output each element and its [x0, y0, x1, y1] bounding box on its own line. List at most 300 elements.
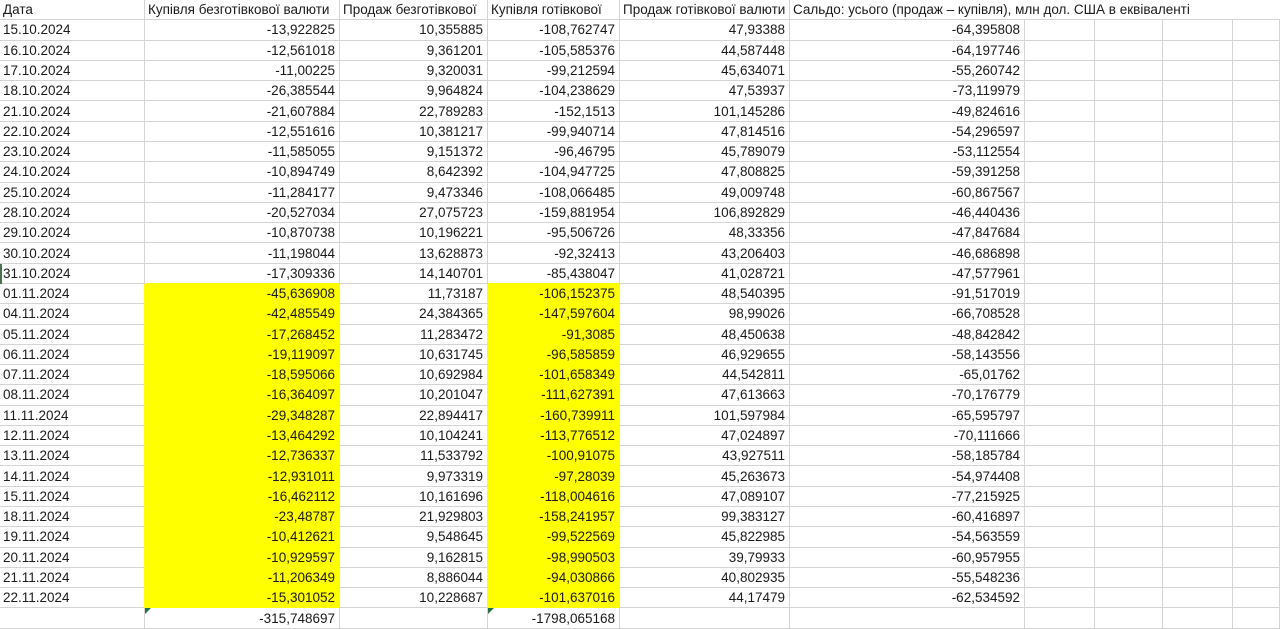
cell-buy-cash[interactable]: -108,762747: [488, 20, 620, 40]
cell-date[interactable]: 06.11.2024: [0, 345, 145, 365]
cell-sell-cash[interactable]: 47,808825: [620, 162, 790, 182]
cell-sell-cash[interactable]: 49,009748: [620, 183, 790, 203]
cell-empty[interactable]: [1163, 365, 1233, 385]
cell-sell-noncash[interactable]: 14,140701: [340, 264, 488, 284]
cell-empty[interactable]: [1163, 426, 1233, 446]
cell-sell-noncash[interactable]: 9,361201: [340, 41, 488, 61]
cell-buy-cash[interactable]: -85,438047: [488, 264, 620, 284]
cell-empty[interactable]: [1233, 162, 1280, 182]
cell-sell-cash[interactable]: 47,93388: [620, 20, 790, 40]
cell-empty[interactable]: [1095, 20, 1163, 40]
cell-empty[interactable]: [1163, 223, 1233, 243]
cell-buy-cash[interactable]: -108,066485: [488, 183, 620, 203]
cell-empty[interactable]: [1095, 61, 1163, 81]
cell-saldo[interactable]: -66,708528: [790, 304, 1025, 324]
cell-saldo[interactable]: -58,185784: [790, 446, 1025, 466]
cell-date[interactable]: 22.10.2024: [0, 122, 145, 142]
cell-empty[interactable]: [1025, 446, 1095, 466]
cell-sell-cash[interactable]: 45,263673: [620, 466, 790, 486]
cell-sell-cash[interactable]: 43,927511: [620, 446, 790, 466]
cell-empty[interactable]: [1233, 446, 1280, 466]
cell-empty[interactable]: [1233, 142, 1280, 162]
cell-buy-cash[interactable]: -95,506726: [488, 223, 620, 243]
cell-empty[interactable]: [1025, 243, 1095, 263]
cell-saldo[interactable]: -54,296597: [790, 122, 1025, 142]
cell-empty[interactable]: [1163, 588, 1233, 608]
cell-date[interactable]: 17.10.2024: [0, 61, 145, 81]
cell-sell-noncash[interactable]: 9,151372: [340, 142, 488, 162]
cell-sell-cash[interactable]: 99,383127: [620, 507, 790, 527]
cell-sell-noncash[interactable]: 9,162815: [340, 548, 488, 568]
cell-empty[interactable]: [0, 608, 145, 628]
cell-empty[interactable]: [1163, 162, 1233, 182]
cell-sell-cash[interactable]: 47,814516: [620, 122, 790, 142]
cell-empty[interactable]: [1025, 608, 1095, 628]
cell-empty[interactable]: [1163, 142, 1233, 162]
cell-empty[interactable]: [1025, 325, 1095, 345]
cell-empty[interactable]: [1163, 304, 1233, 324]
cell-date[interactable]: 07.11.2024: [0, 365, 145, 385]
cell-saldo[interactable]: -55,260742: [790, 61, 1025, 81]
cell-date[interactable]: 15.10.2024: [0, 20, 145, 40]
cell-empty[interactable]: [1025, 223, 1095, 243]
cell-sell-noncash[interactable]: 9,973319: [340, 466, 488, 486]
cell-empty[interactable]: [1163, 527, 1233, 547]
cell-empty[interactable]: [1095, 588, 1163, 608]
cell-sell-noncash[interactable]: 9,473346: [340, 183, 488, 203]
cell-buy-noncash[interactable]: -12,736337: [145, 446, 340, 466]
cell-buy-cash[interactable]: -92,32413: [488, 243, 620, 263]
cell-sell-noncash[interactable]: 10,631745: [340, 345, 488, 365]
cell-date[interactable]: 15.11.2024: [0, 487, 145, 507]
cell-date[interactable]: 08.11.2024: [0, 385, 145, 405]
cell-sell-noncash[interactable]: 8,642392: [340, 162, 488, 182]
cell-empty[interactable]: [1163, 548, 1233, 568]
cell-empty[interactable]: [1095, 548, 1163, 568]
cell-sell-cash[interactable]: 39,79933: [620, 548, 790, 568]
cell-saldo[interactable]: -60,867567: [790, 183, 1025, 203]
cell-buy-cash[interactable]: -160,739911: [488, 406, 620, 426]
cell-sell-noncash[interactable]: 21,929803: [340, 507, 488, 527]
cell-saldo[interactable]: -60,416897: [790, 507, 1025, 527]
cell-sell-cash[interactable]: 45,789079: [620, 142, 790, 162]
cell-sell-cash[interactable]: 41,028721: [620, 264, 790, 284]
cell-buy-noncash[interactable]: -13,464292: [145, 426, 340, 446]
cell-buy-noncash[interactable]: -20,527034: [145, 203, 340, 223]
cell-saldo[interactable]: -73,119979: [790, 81, 1025, 101]
cell-empty[interactable]: [1163, 243, 1233, 263]
header-saldo[interactable]: Сальдо: усього (продаж – купівля), млн дол. США в еквіваленті: [790, 0, 1280, 20]
cell-buy-cash[interactable]: -96,585859: [488, 345, 620, 365]
cell-empty[interactable]: [1095, 487, 1163, 507]
cell-sell-noncash[interactable]: 10,161696: [340, 487, 488, 507]
cell-date[interactable]: 18.10.2024: [0, 81, 145, 101]
cell-buy-cash[interactable]: -99,522569: [488, 527, 620, 547]
cell-saldo[interactable]: -47,847684: [790, 223, 1025, 243]
cell-buy-cash[interactable]: -106,152375: [488, 284, 620, 304]
cell-empty[interactable]: [1233, 345, 1280, 365]
cell-empty[interactable]: [1025, 20, 1095, 40]
cell-empty[interactable]: [1095, 41, 1163, 61]
cell-empty[interactable]: [1163, 406, 1233, 426]
cell-sell-cash[interactable]: 47,024897: [620, 426, 790, 446]
cell-empty[interactable]: [1095, 385, 1163, 405]
cell-empty[interactable]: [1163, 284, 1233, 304]
cell-sell-noncash[interactable]: 10,381217: [340, 122, 488, 142]
cell-sell-cash[interactable]: 44,542811: [620, 365, 790, 385]
cell-empty[interactable]: [1025, 507, 1095, 527]
cell-empty[interactable]: [1025, 101, 1095, 121]
cell-buy-cash[interactable]: -99,212594: [488, 61, 620, 81]
cell-sell-cash[interactable]: 106,892829: [620, 203, 790, 223]
cell-empty[interactable]: [1025, 162, 1095, 182]
cell-buy-noncash[interactable]: -21,607884: [145, 101, 340, 121]
header-buy-noncash[interactable]: Купівля безготівкової валюти: [145, 0, 340, 20]
cell-empty[interactable]: [1233, 203, 1280, 223]
cell-buy-noncash[interactable]: -11,198044: [145, 243, 340, 263]
cell-saldo[interactable]: -77,215925: [790, 487, 1025, 507]
cell-sell-noncash[interactable]: 13,628873: [340, 243, 488, 263]
cell-empty[interactable]: [1163, 264, 1233, 284]
cell-buy-noncash[interactable]: -12,931011: [145, 466, 340, 486]
cell-empty[interactable]: [1025, 81, 1095, 101]
cell-empty[interactable]: [1163, 568, 1233, 588]
cell-empty[interactable]: [1163, 41, 1233, 61]
cell-empty[interactable]: [1233, 325, 1280, 345]
cell-date[interactable]: 28.10.2024: [0, 203, 145, 223]
cell-empty[interactable]: [1095, 284, 1163, 304]
cell-empty[interactable]: [1095, 223, 1163, 243]
cell-empty[interactable]: [1163, 466, 1233, 486]
cell-buy-cash[interactable]: -158,241957: [488, 507, 620, 527]
cell-saldo[interactable]: -62,534592: [790, 588, 1025, 608]
cell-date[interactable]: 25.10.2024: [0, 183, 145, 203]
cell-saldo[interactable]: -58,143556: [790, 345, 1025, 365]
cell-empty[interactable]: [1095, 325, 1163, 345]
cell-empty[interactable]: [1025, 304, 1095, 324]
cell-empty[interactable]: [1025, 527, 1095, 547]
cell-buy-cash[interactable]: -98,990503: [488, 548, 620, 568]
cell-empty[interactable]: [1233, 507, 1280, 527]
cell-date[interactable]: 18.11.2024: [0, 507, 145, 527]
cell-saldo[interactable]: -70,176779: [790, 385, 1025, 405]
cell-buy-noncash[interactable]: -10,929597: [145, 548, 340, 568]
cell-empty[interactable]: [1233, 568, 1280, 588]
cell-buy-cash[interactable]: -104,947725: [488, 162, 620, 182]
cell-empty[interactable]: [1163, 385, 1233, 405]
cell-empty[interactable]: [1095, 162, 1163, 182]
cell-date[interactable]: 24.10.2024: [0, 162, 145, 182]
cell-sell-noncash[interactable]: 10,228687: [340, 588, 488, 608]
cell-sell-cash[interactable]: 101,145286: [620, 101, 790, 121]
cell-buy-cash[interactable]: -118,004616: [488, 487, 620, 507]
cell-empty[interactable]: [1233, 20, 1280, 40]
cell-date[interactable]: 20.11.2024: [0, 548, 145, 568]
cell-empty[interactable]: [1233, 122, 1280, 142]
cell-sell-cash[interactable]: 48,540395: [620, 284, 790, 304]
cell-date[interactable]: 30.10.2024: [0, 243, 145, 263]
cell-buy-cash[interactable]: -152,1513: [488, 101, 620, 121]
cell-buy-cash[interactable]: -159,881954: [488, 203, 620, 223]
cell-buy-noncash[interactable]: -11,284177: [145, 183, 340, 203]
cell-date[interactable]: 04.11.2024: [0, 304, 145, 324]
cell-empty[interactable]: [1025, 426, 1095, 446]
cell-saldo[interactable]: -70,111666: [790, 426, 1025, 446]
cell-empty[interactable]: [1095, 101, 1163, 121]
cell-saldo[interactable]: -46,686898: [790, 243, 1025, 263]
cell-empty[interactable]: [1163, 446, 1233, 466]
cell-buy-cash[interactable]: -100,91075: [488, 446, 620, 466]
cell-empty[interactable]: [1025, 41, 1095, 61]
cell-buy-noncash[interactable]: -45,636908: [145, 284, 340, 304]
cell-empty[interactable]: [1025, 264, 1095, 284]
cell-buy-cash[interactable]: -96,46795: [488, 142, 620, 162]
cell-empty[interactable]: [1233, 588, 1280, 608]
cell-empty[interactable]: [1233, 487, 1280, 507]
cell-empty[interactable]: [1233, 183, 1280, 203]
cell-sell-noncash[interactable]: 8,886044: [340, 568, 488, 588]
cell-empty[interactable]: [1095, 527, 1163, 547]
cell-empty[interactable]: [1095, 304, 1163, 324]
cell-empty[interactable]: [1163, 507, 1233, 527]
cell-sell-noncash[interactable]: 9,548645: [340, 527, 488, 547]
cell-empty[interactable]: [1233, 304, 1280, 324]
cell-empty[interactable]: [1163, 203, 1233, 223]
cell-empty[interactable]: [1233, 385, 1280, 405]
cell-saldo[interactable]: -54,563559: [790, 527, 1025, 547]
header-date[interactable]: Дата: [0, 0, 145, 20]
cell-saldo[interactable]: -65,01762: [790, 365, 1025, 385]
cell-empty[interactable]: [1233, 243, 1280, 263]
cell-buy-noncash[interactable]: -17,309336: [145, 264, 340, 284]
cell-empty[interactable]: [1095, 426, 1163, 446]
cell-empty[interactable]: [1095, 243, 1163, 263]
cell-buy-cash[interactable]: -111,627391: [488, 385, 620, 405]
cell-empty[interactable]: [1095, 406, 1163, 426]
cell-empty[interactable]: [1095, 345, 1163, 365]
cell-sell-cash[interactable]: 44,17479: [620, 588, 790, 608]
cell-date[interactable]: 21.11.2024: [0, 568, 145, 588]
cell-sell-cash[interactable]: 48,450638: [620, 325, 790, 345]
cell-buy-noncash[interactable]: -11,00225: [145, 61, 340, 81]
cell-empty[interactable]: [1233, 365, 1280, 385]
cell-saldo[interactable]: -59,391258: [790, 162, 1025, 182]
cell-empty[interactable]: [1163, 101, 1233, 121]
cell-sell-noncash[interactable]: 11,533792: [340, 446, 488, 466]
cell-buy-noncash[interactable]: -17,268452: [145, 325, 340, 345]
cell-empty[interactable]: [1163, 61, 1233, 81]
cell-empty[interactable]: [1163, 81, 1233, 101]
cell-date[interactable]: 11.11.2024: [0, 406, 145, 426]
cell-empty[interactable]: [1025, 487, 1095, 507]
cell-empty[interactable]: [1233, 426, 1280, 446]
cell-empty[interactable]: [1233, 548, 1280, 568]
cell-saldo[interactable]: -48,842842: [790, 325, 1025, 345]
cell-saldo[interactable]: -60,957955: [790, 548, 1025, 568]
cell-buy-noncash[interactable]: -26,385544: [145, 81, 340, 101]
header-buy-cash[interactable]: Купівля готівкової: [488, 0, 620, 20]
cell-empty[interactable]: [1163, 183, 1233, 203]
cell-sell-cash[interactable]: 45,634071: [620, 61, 790, 81]
cell-sell-cash[interactable]: 47,089107: [620, 487, 790, 507]
cell-buy-noncash[interactable]: -12,561018: [145, 41, 340, 61]
cell-empty[interactable]: [1025, 406, 1095, 426]
cell-sell-noncash[interactable]: 24,384365: [340, 304, 488, 324]
cell-sell-noncash[interactable]: 9,320031: [340, 61, 488, 81]
cell-empty[interactable]: [1233, 284, 1280, 304]
cell-empty[interactable]: [1025, 365, 1095, 385]
cell-empty[interactable]: [1025, 142, 1095, 162]
cell-saldo[interactable]: -47,577961: [790, 264, 1025, 284]
cell-sell-cash[interactable]: 98,99026: [620, 304, 790, 324]
cell-empty[interactable]: [1025, 183, 1095, 203]
cell-empty[interactable]: [1025, 61, 1095, 81]
cell-sell-cash[interactable]: 44,587448: [620, 41, 790, 61]
cell-date[interactable]: 12.11.2024: [0, 426, 145, 446]
cell-saldo[interactable]: -54,974408: [790, 466, 1025, 486]
cell-sell-cash[interactable]: 47,613663: [620, 385, 790, 405]
cell-date[interactable]: 22.11.2024: [0, 588, 145, 608]
cell-empty[interactable]: [1233, 41, 1280, 61]
cell-date[interactable]: 29.10.2024: [0, 223, 145, 243]
cell-sell-cash[interactable]: 101,597984: [620, 406, 790, 426]
cell-buy-noncash[interactable]: -23,48787: [145, 507, 340, 527]
cell-date[interactable]: 16.10.2024: [0, 41, 145, 61]
cell-date[interactable]: 01.11.2024: [0, 284, 145, 304]
cell-buy-noncash[interactable]: -19,119097: [145, 345, 340, 365]
cell-empty[interactable]: [1233, 223, 1280, 243]
cell-date[interactable]: 23.10.2024: [0, 142, 145, 162]
cell-empty[interactable]: [1095, 81, 1163, 101]
cell-empty[interactable]: [1025, 284, 1095, 304]
cell-empty[interactable]: [1233, 527, 1280, 547]
cell-sell-cash[interactable]: 46,929655: [620, 345, 790, 365]
cell-empty[interactable]: [1233, 466, 1280, 486]
cell-empty[interactable]: [1233, 81, 1280, 101]
cell-total-buy-noncash[interactable]: [145, 608, 340, 628]
cell-buy-cash[interactable]: -104,238629: [488, 81, 620, 101]
cell-empty[interactable]: [1163, 20, 1233, 40]
cell-empty[interactable]: [1163, 487, 1233, 507]
cell-empty[interactable]: [1233, 101, 1280, 121]
cell-buy-cash[interactable]: -101,637016: [488, 588, 620, 608]
cell-empty[interactable]: [340, 608, 488, 628]
cell-sell-cash[interactable]: 48,33356: [620, 223, 790, 243]
cell-date[interactable]: 31.10.2024: [0, 264, 145, 284]
cell-saldo[interactable]: -53,112554: [790, 142, 1025, 162]
cell-sell-cash[interactable]: 47,53937: [620, 81, 790, 101]
cell-buy-cash[interactable]: -113,776512: [488, 426, 620, 446]
cell-empty[interactable]: [1095, 183, 1163, 203]
cell-sell-noncash[interactable]: 10,355885: [340, 20, 488, 40]
cell-buy-cash[interactable]: -99,940714: [488, 122, 620, 142]
cell-buy-noncash[interactable]: -11,585055: [145, 142, 340, 162]
cell-sell-noncash[interactable]: 10,196221: [340, 223, 488, 243]
cell-empty[interactable]: [1025, 203, 1095, 223]
cell-buy-noncash[interactable]: -11,206349: [145, 568, 340, 588]
cell-saldo[interactable]: -55,548236: [790, 568, 1025, 588]
header-sell-noncash[interactable]: Продаж безготівкової: [340, 0, 488, 20]
cell-saldo[interactable]: -46,440436: [790, 203, 1025, 223]
cell-empty[interactable]: [1095, 446, 1163, 466]
cell-date[interactable]: 21.10.2024: [0, 101, 145, 121]
cell-empty[interactable]: [1233, 61, 1280, 81]
cell-empty[interactable]: [1025, 466, 1095, 486]
cell-sell-noncash[interactable]: 22,789283: [340, 101, 488, 121]
cell-sell-noncash[interactable]: 22,894417: [340, 406, 488, 426]
cell-empty[interactable]: [1095, 264, 1163, 284]
cell-sell-cash[interactable]: 43,206403: [620, 243, 790, 263]
cell-buy-noncash[interactable]: -15,301052: [145, 588, 340, 608]
cell-empty[interactable]: [1163, 325, 1233, 345]
cell-total-buy-cash[interactable]: [488, 608, 620, 628]
cell-empty[interactable]: [1095, 203, 1163, 223]
cell-empty[interactable]: [1095, 142, 1163, 162]
cell-sell-noncash[interactable]: 11,73187: [340, 284, 488, 304]
cell-saldo[interactable]: -91,517019: [790, 284, 1025, 304]
cell-buy-noncash[interactable]: -12,551616: [145, 122, 340, 142]
cell-buy-cash[interactable]: -91,3085: [488, 325, 620, 345]
cell-buy-cash[interactable]: -94,030866: [488, 568, 620, 588]
cell-saldo[interactable]: -64,395808: [790, 20, 1025, 40]
cell-empty[interactable]: [1095, 608, 1163, 628]
cell-empty[interactable]: [1025, 122, 1095, 142]
cell-empty[interactable]: [1233, 264, 1280, 284]
header-sell-cash[interactable]: Продаж готівкової валюти: [620, 0, 790, 20]
cell-sell-noncash[interactable]: 10,201047: [340, 385, 488, 405]
cell-saldo[interactable]: -49,824616: [790, 101, 1025, 121]
cell-sell-cash[interactable]: 45,822985: [620, 527, 790, 547]
cell-empty[interactable]: [1025, 588, 1095, 608]
cell-buy-noncash[interactable]: -42,485549: [145, 304, 340, 324]
cell-date[interactable]: 05.11.2024: [0, 325, 145, 345]
cell-buy-noncash[interactable]: -16,364097: [145, 385, 340, 405]
cell-sell-noncash[interactable]: 27,075723: [340, 203, 488, 223]
cell-buy-noncash[interactable]: -18,595066: [145, 365, 340, 385]
cell-empty[interactable]: [1233, 406, 1280, 426]
cell-date[interactable]: 19.11.2024: [0, 527, 145, 547]
cell-buy-cash[interactable]: -97,28039: [488, 466, 620, 486]
cell-buy-noncash[interactable]: -29,348287: [145, 406, 340, 426]
cell-saldo[interactable]: -65,595797: [790, 406, 1025, 426]
cell-empty[interactable]: [1163, 122, 1233, 142]
cell-sell-noncash[interactable]: 9,964824: [340, 81, 488, 101]
cell-empty[interactable]: [1025, 548, 1095, 568]
cell-empty[interactable]: [790, 608, 1025, 628]
cell-buy-noncash[interactable]: -10,870738: [145, 223, 340, 243]
cell-empty[interactable]: [1025, 345, 1095, 365]
cell-saldo[interactable]: -64,197746: [790, 41, 1025, 61]
cell-empty[interactable]: [1095, 568, 1163, 588]
cell-buy-noncash[interactable]: -13,922825: [145, 20, 340, 40]
cell-sell-cash[interactable]: 40,802935: [620, 568, 790, 588]
cell-sell-noncash[interactable]: 10,692984: [340, 365, 488, 385]
cell-empty[interactable]: [1163, 608, 1233, 628]
cell-sell-noncash[interactable]: 11,283472: [340, 325, 488, 345]
cell-buy-noncash[interactable]: -10,894749: [145, 162, 340, 182]
cell-empty[interactable]: [620, 608, 790, 628]
cell-empty[interactable]: [1095, 122, 1163, 142]
cell-empty[interactable]: [1095, 365, 1163, 385]
cell-date[interactable]: 14.11.2024: [0, 466, 145, 486]
cell-empty[interactable]: [1233, 608, 1280, 628]
cell-empty[interactable]: [1095, 466, 1163, 486]
cell-buy-noncash[interactable]: -10,412621: [145, 527, 340, 547]
cell-empty[interactable]: [1095, 507, 1163, 527]
cell-empty[interactable]: [1025, 385, 1095, 405]
cell-buy-cash[interactable]: -101,658349: [488, 365, 620, 385]
cell-empty[interactable]: [1163, 345, 1233, 365]
